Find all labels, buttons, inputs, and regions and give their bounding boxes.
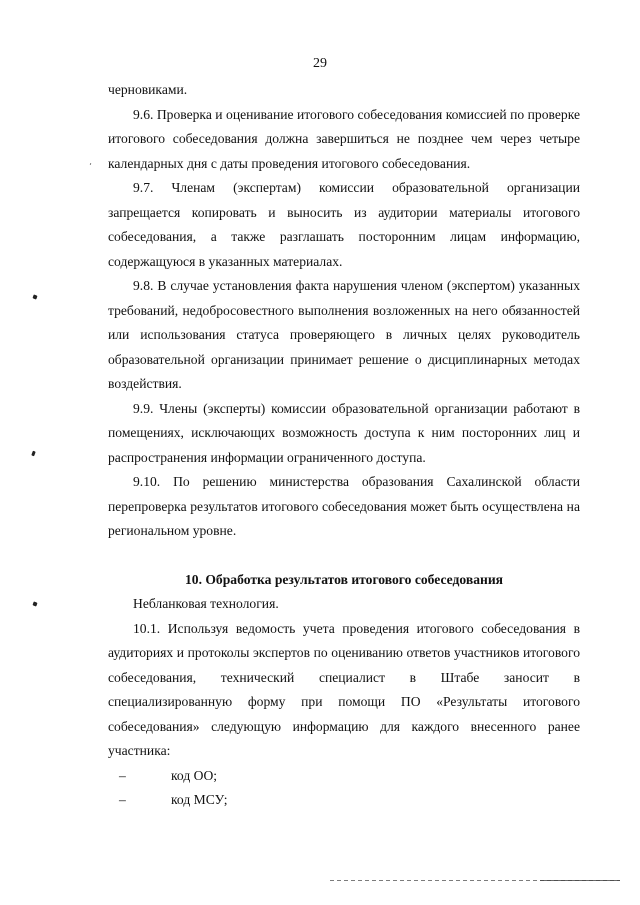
continuation-text: черновиками.: [108, 82, 188, 97]
list-item-text: код МСУ;: [171, 792, 228, 807]
paragraph-9-10: 9.10. По решению министерства образования Сахалинской области перепроверка результатов итогового собеседования может быть осуществлена на региональном уровне.: [108, 474, 580, 538]
list-dash: –: [119, 792, 126, 807]
list-dash: –: [119, 767, 126, 783]
section-spacer: [108, 544, 580, 568]
scan-mark: [32, 601, 37, 606]
paragraph-10-1: 10.1. Используя ведомость учета проведения итогового собеседования в аудиториях и протоколы экспертов по оцениванию ответов участников итогового собеседования, технический специалист в Штабе заносит в специализированную форму при помощи ПО «Результаты итогового собеседования» следующую информацию для каждого внесенного ранее участника:: [108, 620, 580, 758]
scan-mark: [31, 451, 36, 457]
page-number: 29: [313, 56, 327, 71]
document-body: [108, 78, 580, 813]
scan-mark: [90, 163, 92, 165]
section-heading: 10. Обработка результатов итогового собеседования: [184, 571, 504, 587]
list-item: [108, 764, 580, 789]
paragraph-9-9: 9.9. Члены (эксперты) комиссии образовательной организации работают в помещениях, исключающих возможность доступа к ним посторонних лиц и распространения информации ограниченного доступа.: [108, 400, 580, 465]
section-intro: Небланковая технология.: [133, 596, 279, 611]
list-item: [108, 788, 580, 813]
paragraph-9-8: 9.8. В случае установления факта нарушения членом (экспертом) указанных требований, недобросовестного выполнения возложенных на него обязанностей или использования статуса проверяющего в личных целях руководитель образовательной организации принимает решение о дисциплинарных методах воздействия.: [108, 278, 580, 391]
list-item-text: код ОО;: [171, 767, 218, 783]
scan-mark: [32, 294, 37, 299]
paragraph-9-7: 9.7. Членам (экспертам) комиссии образовательной организации запрещается копировать и выносить из аудитории материалы итогового собеседования, а также разглашать посторонним лицам информацию, содержащуюся в указанных материалах.: [108, 180, 580, 269]
scan-artifact-line: [540, 880, 620, 881]
paragraph-9-6: 9.6. Проверка и оценивание итогового собеседования комиссией по проверке итогового собеседования должна завершиться не позднее чем через четыре календарных дня с даты проведения итогового собеседования.: [108, 106, 580, 171]
